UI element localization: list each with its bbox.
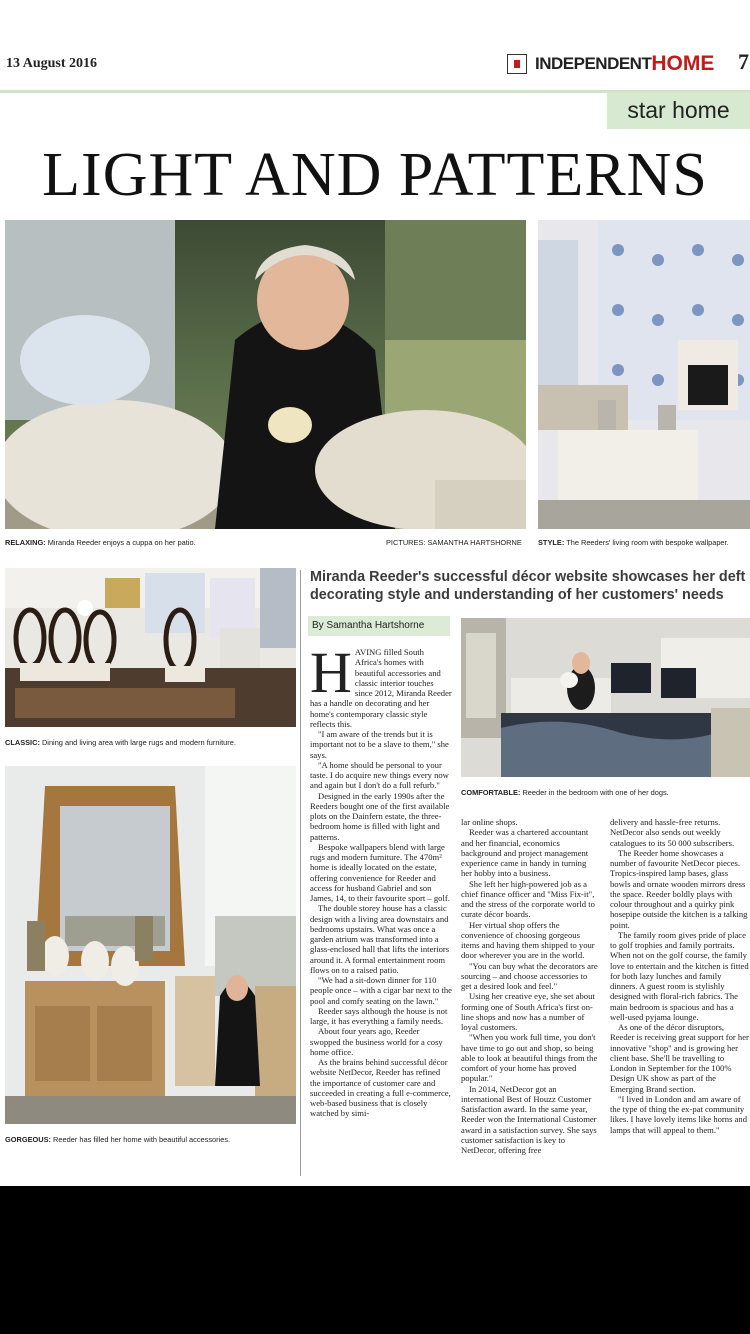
article-paragraph: The family room gives pride of place to golf trophies and family portraits. When not on the golf course, the family love to entertain and the kitchen is fitted for both lazy lunches and family dinners. A guest room is stylishly designed with floral-rich fabrics. The main bedroom is spacious and has a well-used pyjama lounge. <box>610 929 749 1022</box>
caption-classic: CLASSIC: Dining and living area with large rugs and modern furniture. <box>5 738 236 747</box>
caption-comfortable: COMFORTABLE: Reeder in the bedroom with one of her dogs. <box>461 788 669 797</box>
article-paragraph: As the brains behind successful décor website NetDecor, Reeder has refined the importance of customer care and succeeded in creating a full e-commerce, web-based business that is closely watched by simi- <box>310 1057 451 1119</box>
photo-classic <box>5 568 296 727</box>
article-column-3 <box>610 817 750 1135</box>
masthead <box>507 52 714 76</box>
issue-date: 13 August 2016 <box>6 56 98 71</box>
article-paragraph: Reeder was a chartered accountant and her financial, economics background and project management experience came in handy in turning her hobby into a business. <box>461 827 589 879</box>
photo-gorgeous <box>5 766 296 1124</box>
photo-relaxing <box>5 220 526 529</box>
masthead-home: HOME <box>651 52 715 75</box>
masthead-independent: INDEPENDENT <box>535 54 652 73</box>
photo-style <box>538 220 750 529</box>
caption-gorgeous: GORGEOUS: Reeder has filled her home with beautiful accessories. <box>5 1135 231 1144</box>
article-paragraph: Using her creative eye, she set about forming one of South Africa's first on-line shops and now has a number of loyal customers. <box>461 991 595 1032</box>
article-column-1 <box>310 640 452 1119</box>
article-paragraph: AVING filled South Africa's homes with beautiful accessories and classic interior touches since 2012, Miranda Reeder has a handle on decorating and her home's contemporary classic style reflects this. <box>310 647 452 729</box>
caption-relaxing: RELAXING: Miranda Reeder enjoys a cuppa on her patio. <box>5 538 196 547</box>
dropcap: H <box>310 640 352 705</box>
article-paragraph: lar online shops. <box>461 817 518 827</box>
article-paragraph: "You can buy what the decorators are sourcing – and choose accessories to get a desired look and feel." <box>461 960 598 991</box>
article-paragraph: Designed in the early 1990s after the Reeders bought one of the first available plots on the Dainfern estate, the three-bedroom home is filled with light and patterns. <box>310 790 450 842</box>
article-paragraph: "I am aware of the trends but it is important not to be a slave to them," she says. <box>310 729 449 760</box>
article-paragraph: She left her high-powered job as a chief finance officer and "Miss Fix-it", and the stress of the corporate world to curate décor boards. <box>461 878 595 920</box>
article-paragraph: In 2014, NetDecor got an international Best of Houzz Customer Satisfaction award. In the same year, Reeder won the International Customer award in a satisfaction survey. She says customer satisfaction is key to NetDecor, offering free <box>461 1083 597 1155</box>
pictures-credit: PICTURES: SAMANTHA HARTSHORNE <box>386 538 522 547</box>
intro-deck: Miranda Reeder's successful décor website showcases her deft decorating style and understanding of her customers' needs <box>310 569 746 603</box>
article-paragraph: Bespoke wallpapers blend with large rugs and modern furniture. The 470m² home is ideally located on the estate, offering convenience for Reeder and access for husband Gabriel and son James, 14, to their favourite sport – golf. <box>310 841 450 903</box>
article-paragraph: About four years ago, Reeder swopped the business world for a cosy home office. <box>310 1026 443 1057</box>
article-paragraph: delivery and hassle-free returns. NetDecor also sends out weekly catalogues to its 50 000 subscribers. <box>610 817 735 848</box>
section-tab: star home <box>607 92 750 129</box>
article-paragraph: As one of the décor disruptors, Reeder is receiving great support for her innovative "shop" and is growing her client base. She'll be travelling to London in September for the 100% Design UK show as part of the Emerging Brand section. <box>610 1022 749 1094</box>
article-paragraph: The Reeder home showcases a number of favourite NetDecor pieces. Tropics-inspired lamp bases, glass bowls and ornate wooden mirrors dress the space. Reeder boldly plays with colour throughout and a quirky pink hosepipe outside the kitchen is a talking point. <box>610 847 748 930</box>
article-paragraph: Reeder says although the house is not large, it has everything a family needs. <box>310 1005 448 1026</box>
caption-style: STYLE: The Reeders' living room with bespoke wallpaper. <box>538 538 729 547</box>
article-paragraph: "We had a sit-down dinner for 110 people once – with a cigar bar next to the pool and comfy seating on the lawn." <box>310 975 452 1006</box>
column-rule <box>300 570 301 1176</box>
article-paragraph: "When you work full time, you don't have time to go out and shop, so being able to look at beautiful things from the comfort of your home has proved popular." <box>461 1032 598 1084</box>
page-number: 7 <box>738 49 749 74</box>
byline: By Samantha Hartshorne <box>308 616 450 636</box>
article-paragraph: "I lived in London and am aware of the type of thing the ex-pat community likes. I have lovely items like horns and lamps that will appeal to them." <box>610 1093 747 1135</box>
article-paragraph: Her virtual shop offers the convenience of choosing gorgeous items and having them shipped to your door wherever you are in the world. <box>461 919 595 961</box>
article-paragraph: The double storey house has a classic design with a living area downstairs and bedrooms upstairs. What was once a garden atrium was transformed into a glass-enclosed hall that lifts the interiors around it. A formal entertainment room flows on to a raised patio. <box>310 903 450 975</box>
article-paragraph: "A home should be personal to your taste. I do acquire new things every now and again but I don't do a full refurb." <box>310 759 449 791</box>
masthead-logo-icon <box>507 54 527 74</box>
photo-comfortable <box>461 618 750 777</box>
headline: LIGHT AND PATTERNS <box>42 141 708 209</box>
article-column-2 <box>461 817 599 1155</box>
